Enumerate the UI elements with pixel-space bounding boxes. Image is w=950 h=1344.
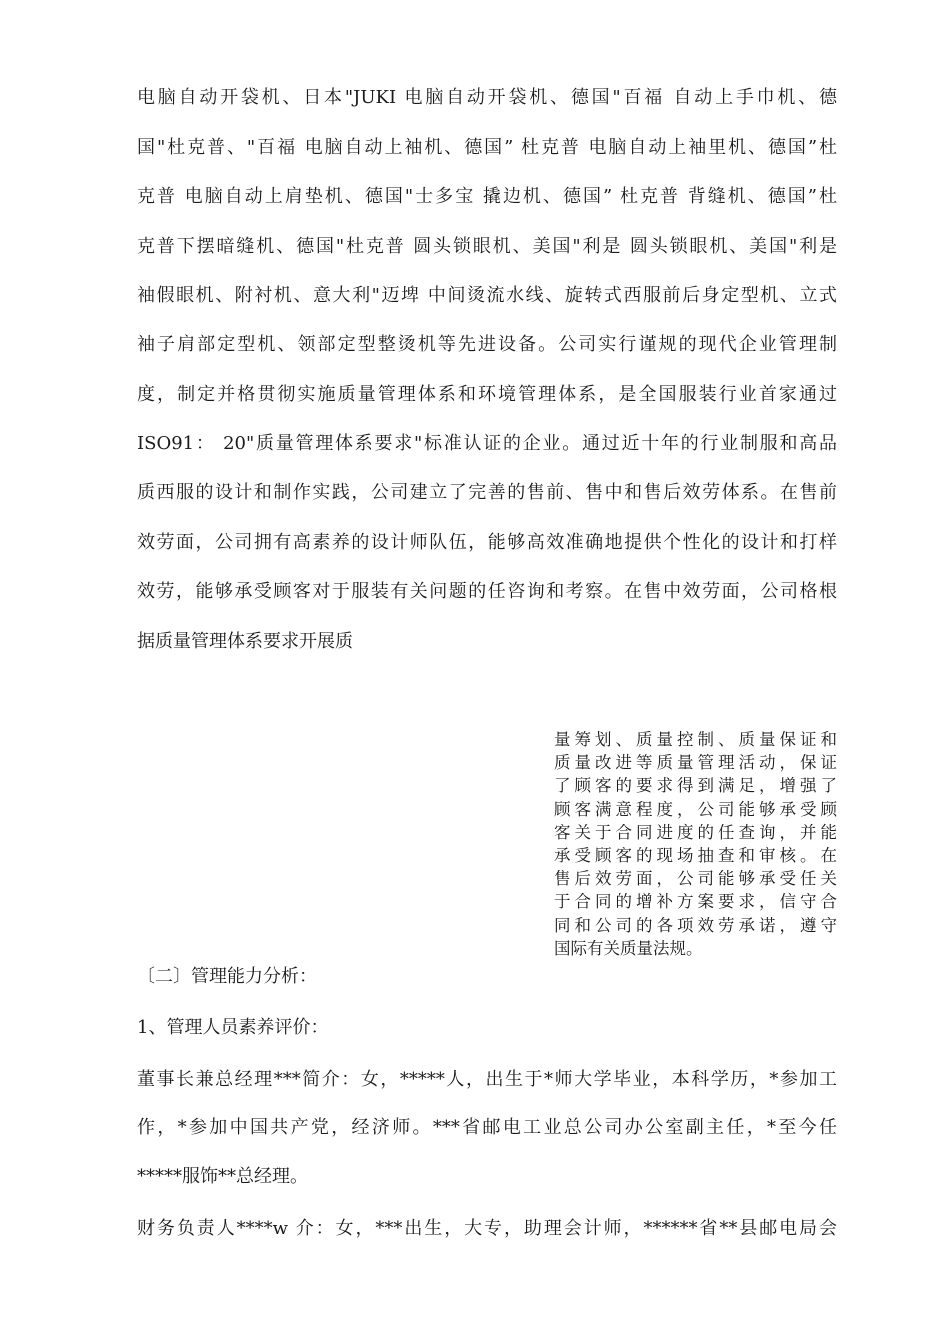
text-line: 度，制定并格贯彻实施质量管理体系和环境管理体系，是全国服装行业首家通过 [137,384,837,405]
text-line: *****服饰**总经理。 [137,1166,308,1187]
side-text-line: 量筹划、质量控制、质量保证和 [554,730,837,749]
text-line: 董事长兼总经理***简介：女，*****人，出生于*师大学毕业，本科学历，*参加工 [137,1069,837,1090]
side-text-line: 售后效劳面，公司能够承受任关 [554,869,837,889]
text-line: 质西服的设计和制作实践，公司建立了完善的售前、售中和售后效劳体系。在售前 [137,482,837,503]
text-line: 克普下摆暗缝机、德国"杜克普 圆头锁眼机、美国"利是 圆头锁眼机、美国"利是 [137,236,837,257]
text-line: 袖子肩部定型机、领部定型整烫机等先进设备。公司实行谨规的现代企业管理制 [137,334,837,355]
text-line: 财务负责人****w 介：女，***出生，大专，助理会计师，******省**县邮电局会 [137,1218,837,1239]
side-text-line: 同和公司的各项效劳承诺，遵守 [554,915,837,935]
subsection-heading: 1、管理人员素养评价： [137,1017,329,1038]
text-line: 克普 电脑自动上肩垫机、德国"士多宝 撬边机、德国” 杜克普 背缝机、德国”杜 [137,186,837,207]
side-text-line: 国际有关质量法规。 [554,938,703,958]
side-text-line: 承受顾客的现场抽查和审核。在 [554,846,837,866]
text-line: 电脑自动开袋机、日本"JUKI 电脑自动开袋机、德国"百福 自动上手巾机、德 [137,87,837,108]
side-text-line: 顾客满意程度，公司能够承受顾 [554,799,837,819]
side-text-line: 了顾客的要求得到满足，增强了 [554,776,837,796]
text-line: 作，*参加中国共产党，经济师。***省邮电工业总公司办公室副主任，*至今任 [137,1117,837,1138]
side-text-line: 客关于合同进度的任查询，并能 [554,822,837,842]
text-line: 效劳，能够承受顾客对于服装有关问题的任咨询和考察。在售中效劳面，公司格根 [137,581,837,602]
text-line: 国"杜克普、"百福 电脑自动上袖机、德国” 杜克普 电脑自动上袖里机、德国”杜 [137,137,837,158]
side-text-line: 于合同的增补方案要求，信守合 [554,892,837,912]
text-line: 袖假眼机、附衬机、意大利"迈埤 中间烫流水线、旋转式西服前后身定型机、立式 [137,285,837,306]
text-line: 效劳面，公司拥有高素养的设计师队伍，能够高效准确地提供个性化的设计和打样 [137,532,837,553]
side-text-block [554,728,837,960]
section-heading: 〔二〕管理能力分析： [137,966,317,987]
text-line: 据质量管理体系要求开展质 [137,631,353,652]
side-text-line: 质量改进等质量管理活动，保证 [554,753,837,773]
text-line: ISO91： 20"质量管理体系要求"标准认证的企业。通过近十年的行业制服和高品 [137,433,837,454]
